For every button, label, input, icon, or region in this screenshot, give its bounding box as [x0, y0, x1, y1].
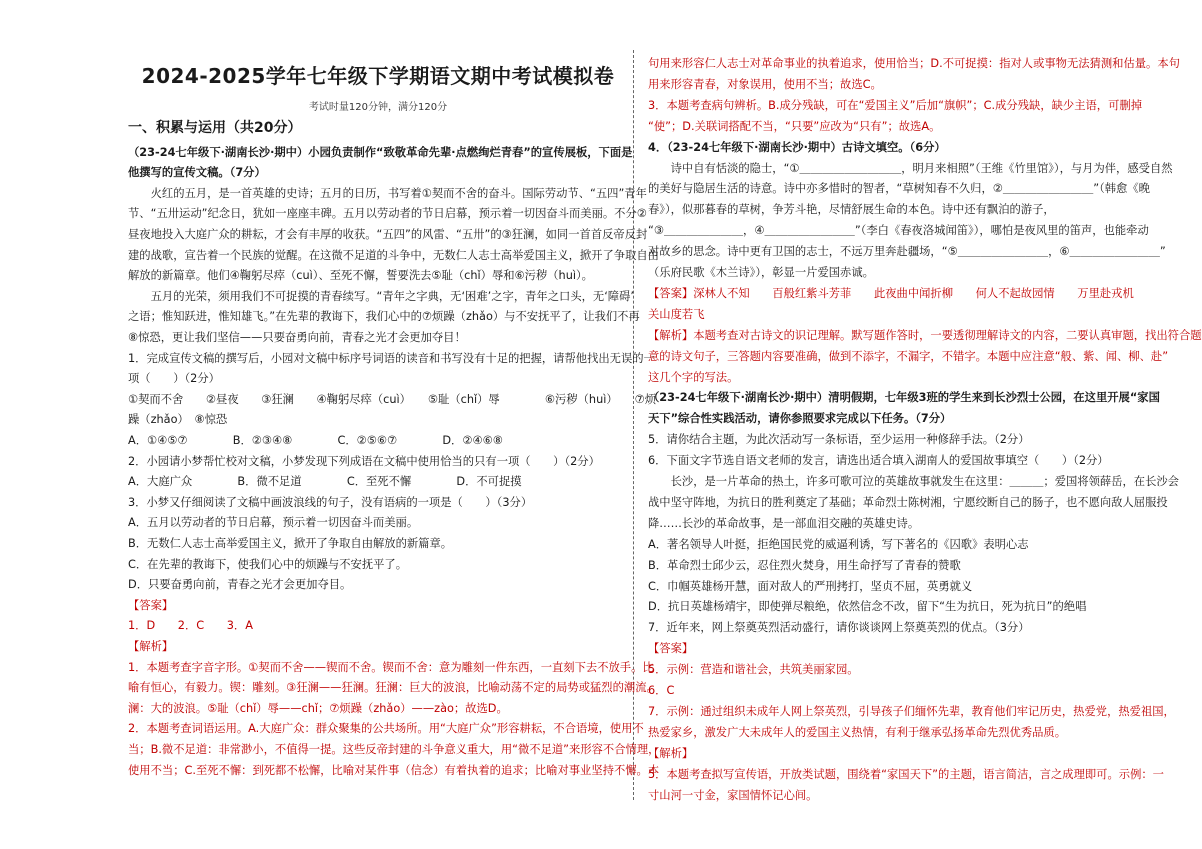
left-line: 一、积累与运用（共20分） — [128, 120, 302, 136]
right-line: B．革命烈士邱少云，忍住烈火焚身，用生命抒写了青春的赞歌 — [648, 558, 961, 572]
left-line: 【答案】 — [128, 598, 174, 612]
right-line: 5．本题考查拟写宣传语，开放类试题，围绕着“家国天下”的主题，语言简洁，言之成理即可。示例：一 — [648, 767, 1164, 781]
right-line: （23-24七年级下·湖南长沙·期中）清明假期，七年级3班的学生来到长沙烈士公园，在这里开展“家国 — [648, 391, 1160, 405]
right-line: D．抗日英雄杨靖宇，即使弹尽粮绝，依然信念不改，留下“生为抗日，死为抗日”的绝唱 — [648, 600, 1087, 614]
left-line: 躁（zhǎo） ⑧惊恐 — [128, 413, 228, 427]
left-line: A．大庭广众 B．微不足道 C．至死不懈 D．不可捉摸 — [128, 475, 522, 489]
right-line: 降……长沙的革命故事，是一部血泪交融的英雄史诗。 — [648, 516, 920, 530]
right-line: 3．本题考查病句辨析。B.成分残缺，可在“爱国主义”后加“旗帜”；C.成分残缺，缺少主语，可删掉 — [648, 98, 1142, 112]
right-line: 诗中自有恬淡的隐士，“①＿＿＿＿＿＿＿＿＿，明月来相照”（王维《竹里馆》），与月为伴，感受自然 — [648, 161, 1173, 175]
left-line: 火红的五月，是一首英雄的史诗；五月的日历，书写着①契而不舍的奋斗。国际劳动节、“五四”青年 — [128, 186, 647, 200]
left-line: C．在先辈的教诲下，使我们心中的烦躁与不安抚平了。 — [128, 557, 408, 571]
right-line: 天下”综合性实践活动，请你参照要求完成以下任务。（7分） — [648, 412, 952, 426]
right-line: 6．下面文字节选自语文老师的发言，请选出适合填入湖南人的爱国故事填空（ ）（2分） — [648, 454, 1109, 468]
right-line: （乐府民歌《木兰诗》），彰显一片爱国赤诚。 — [648, 266, 874, 279]
left-line: 使用不当；C.至死不懈：到死都不松懈，比喻对某件事（信念）有着执着的追求；比喻对事业坚持不懈。本 — [128, 763, 660, 777]
left-line: 他撰写的宣传文稿。（7分） — [128, 166, 266, 180]
right-line: 寸山河一寸金，家国情怀记心间。 — [648, 788, 818, 802]
exam-meta: 考试时量120分钟，满分120分 — [308, 102, 448, 113]
left-line: ⑧惊恐，更让我们坚信——只要奋勇向前，青春之光才会更加夺目！ — [128, 331, 466, 344]
right-line: 战中坚守阵地，为抗日的胜利奠定了基础；革命烈士陈树湘，宁愿绞断自己的肠子，也不愿向敌人屈服投 — [648, 495, 1168, 509]
right-line: 4．（23-24七年级下·湖南长沙·期中）古诗文填空。（6分） — [648, 140, 946, 154]
right-line: 6．C — [648, 684, 675, 697]
left-line: 昼夜地投入大庭广众的耕耘，才会有丰厚的收获。“五四”的风雷、“五卅”的③狂澜，如同一首首反帝反封 — [128, 228, 648, 241]
left-line: D．只要奋勇向前，青春之光才会更加夺目。 — [128, 578, 352, 592]
right-line: 5．示例：营造和谐社会，共筑美丽家园。 — [648, 663, 859, 677]
right-line: 【解析】本题考查对古诗文的识记理解。默写题作答时，一要透彻理解诗文的内容，二要认真审题，找出符合题 — [648, 328, 1202, 342]
left-line: 当；B.微不足道：非常渺小，不值得一提。这些反帝封建的斗争意义重大，用“微不足道”来形容不合情理， — [128, 743, 660, 756]
right-line: 意的诗文句子，三答题内容要准确，做到不添字，不漏字，不错字。本题中应注意“般、紫、闻、柳、赴” — [648, 349, 1169, 363]
left-line: 【解析】 — [128, 640, 174, 653]
left-line: 解放的新篇章。他们④鞠躬尽瘁（cuì）、至死不懈，誓要洗去⑤耻（chǐ）辱和⑥污秽（huì）。 — [128, 269, 593, 283]
right-line: 7．示例：通过组织未成年人网上祭英烈，引导孩子们缅怀先辈，教育他们牢记历史，热爱党，热爱祖国， — [648, 704, 1175, 718]
right-line: 这几个字的写法。 — [648, 370, 739, 384]
left-line: 1．本题考查字音字形。①契而不舍——锲而不舍。锲而不舍：意为雕刻一件东西，一直刻下去不放手。比 — [128, 660, 654, 674]
right-line: “③＿＿＿＿＿＿＿，④＿＿＿＿＿＿＿＿”（李白《春夜洛城闻笛》），哪怕是夜风里的笛声，也能牵动 — [648, 224, 1149, 238]
left-line: B．无数仁人志士高举爱国主义，掀开了争取自由解放的新篇章。 — [128, 537, 453, 550]
right-line: A．著名领导人叶挺，拒绝国民党的威逼利诱，写下著名的《囚歌》表明心志 — [648, 537, 1029, 551]
right-line: C．巾帼英雄杨开慧，面对敌人的严刑拷打，坚贞不屈，英勇就义 — [648, 579, 973, 593]
left-line: 2．本题考查词语运用。A.大庭广众：群众聚集的公共场所。用“大庭广众”形容耕耘，不合语境，使用不 — [128, 722, 644, 736]
left-line: 2．小园请小梦帮忙校对文稿，小梦发现下列成语在文稿中使用恰当的只有一项（ ）（2分） — [128, 454, 600, 468]
left-line: （23-24七年级下·湖南长沙·期中）小园负责制作“致敬革命先辈·点燃绚烂青春”的宣传展板，下面是 — [128, 145, 633, 159]
left-line: 1．完成宣传文稿的撰写后，小园对文稿中标序号词语的读音和书写没有十足的把握，请帮他找出无误的一 — [128, 351, 655, 365]
right-line: 关山度若飞 — [648, 307, 705, 321]
right-line: 的美好与隐居生活的诗意。诗中亦多惜时的智者，“草树知春不久归，②＿＿＿＿＿＿＿＿”（韩愈《晚 — [648, 182, 1150, 196]
left-line: A．①④⑤⑦ B．②③④⑧ C．②⑤⑥⑦ D．②④⑥⑧ — [128, 434, 503, 447]
left-line: 喻有恒心，有毅力。锲：雕刻。③狂澜——狂澜。狂澜：巨大的波浪，比喻动荡不定的局势或猛烈的潮流。 — [128, 681, 658, 695]
right-line: 5．请你结合主题，为此次活动写一条标语，至少运用一种修辞手法。（2分） — [648, 433, 1030, 447]
right-line: 长沙，是一片革命的热土，许多可歌可泣的英雄故事就发生在这里：＿＿＿；爱国将领薛岳，在长沙会 — [648, 475, 1179, 488]
right-line: 【答案】 — [648, 642, 694, 656]
right-line: 春》），似那暮春的草树，争芳斗艳，尽情舒展生命的本色。诗中还有飘泊的游子， — [648, 203, 1055, 217]
left-line: 项（ ）（2分） — [128, 372, 220, 386]
left-line: ①契而不舍 ②昼夜 ③狂澜 ④鞠躬尽瘁（cuì） ⑤耻（chǐ）辱 ⑥污秽（huì） ⑦烦 — [128, 392, 657, 406]
right-line: 句用来形容仁人志士对革命事业的执着追求，使用恰当；D.不可捉摸：指对人或事物无法猜测和估量。本句 — [648, 57, 1180, 70]
right-line: 用来形容青春，对象误用，使用不当；故选C。 — [648, 77, 882, 91]
right-line: 【答案】深林人不知 百般红紫斗芳菲 此夜曲中闻折柳 何人不起故园情 万里赴戎机 — [648, 286, 1134, 300]
left-line: 澜：大的波浪。⑤耻（chǐ）辱——chǐ；⑦烦躁（zhǎo）——zào；故选D。 — [128, 701, 508, 715]
right-line: “使”；D.关联词搭配不当，“只要”应改为“只有”；故选A。 — [648, 119, 941, 133]
left-line: A．五月以劳动者的节日启幕，预示着一切因奋斗而美丽。 — [128, 516, 419, 530]
right-line: 对故乡的思念。诗中更有卫国的志士，不远万里奔赴疆场，“⑤＿＿＿＿＿＿＿＿，⑥＿＿＿＿＿＿＿＿” — [648, 245, 1166, 259]
left-line: 3．小梦又仔细阅读了文稿中画波浪线的句子，没有语病的一项是（ ）（3分） — [128, 495, 533, 509]
right-line: 7．近年来，网上祭奠英烈活动盛行，请你谈谈网上祭奠英烈的优点。（3分） — [648, 621, 1030, 635]
right-line: 【解析】 — [648, 746, 694, 760]
page-title: 2024-2025学年七年级下学期语文期中考试模拟卷 — [141, 64, 615, 88]
left-line: 节、“五卅运动”纪念日，犹如一座座丰碑。五月以劳动者的节日启幕，预示着一切因奋斗而美丽。不分② — [128, 207, 647, 221]
right-line: 热爱家乡，激发广大未成年人的爱国主义热情，有利于继承弘扬革命先烈优秀品质。 — [648, 725, 1066, 739]
left-line: 之语；惟知跃进，惟知雄飞。”在先辈的教诲下，我们心中的⑦烦躁（zhǎo）与不安抚平了，让我们不再 — [128, 310, 640, 324]
left-line: 1．D 2．C 3．A — [128, 619, 253, 633]
left-line: 建的战歌，宣告着一个民族的觉醒。在这微不足道的斗争中，无数仁人志士高举爱国主义，掀开了争取自由 — [128, 248, 659, 262]
left-line: 五月的光荣，须用我们不可捉摸的青春续写。“青年之字典，无‘困难’之字，青年之口头，无‘障碍’ — [128, 289, 634, 303]
